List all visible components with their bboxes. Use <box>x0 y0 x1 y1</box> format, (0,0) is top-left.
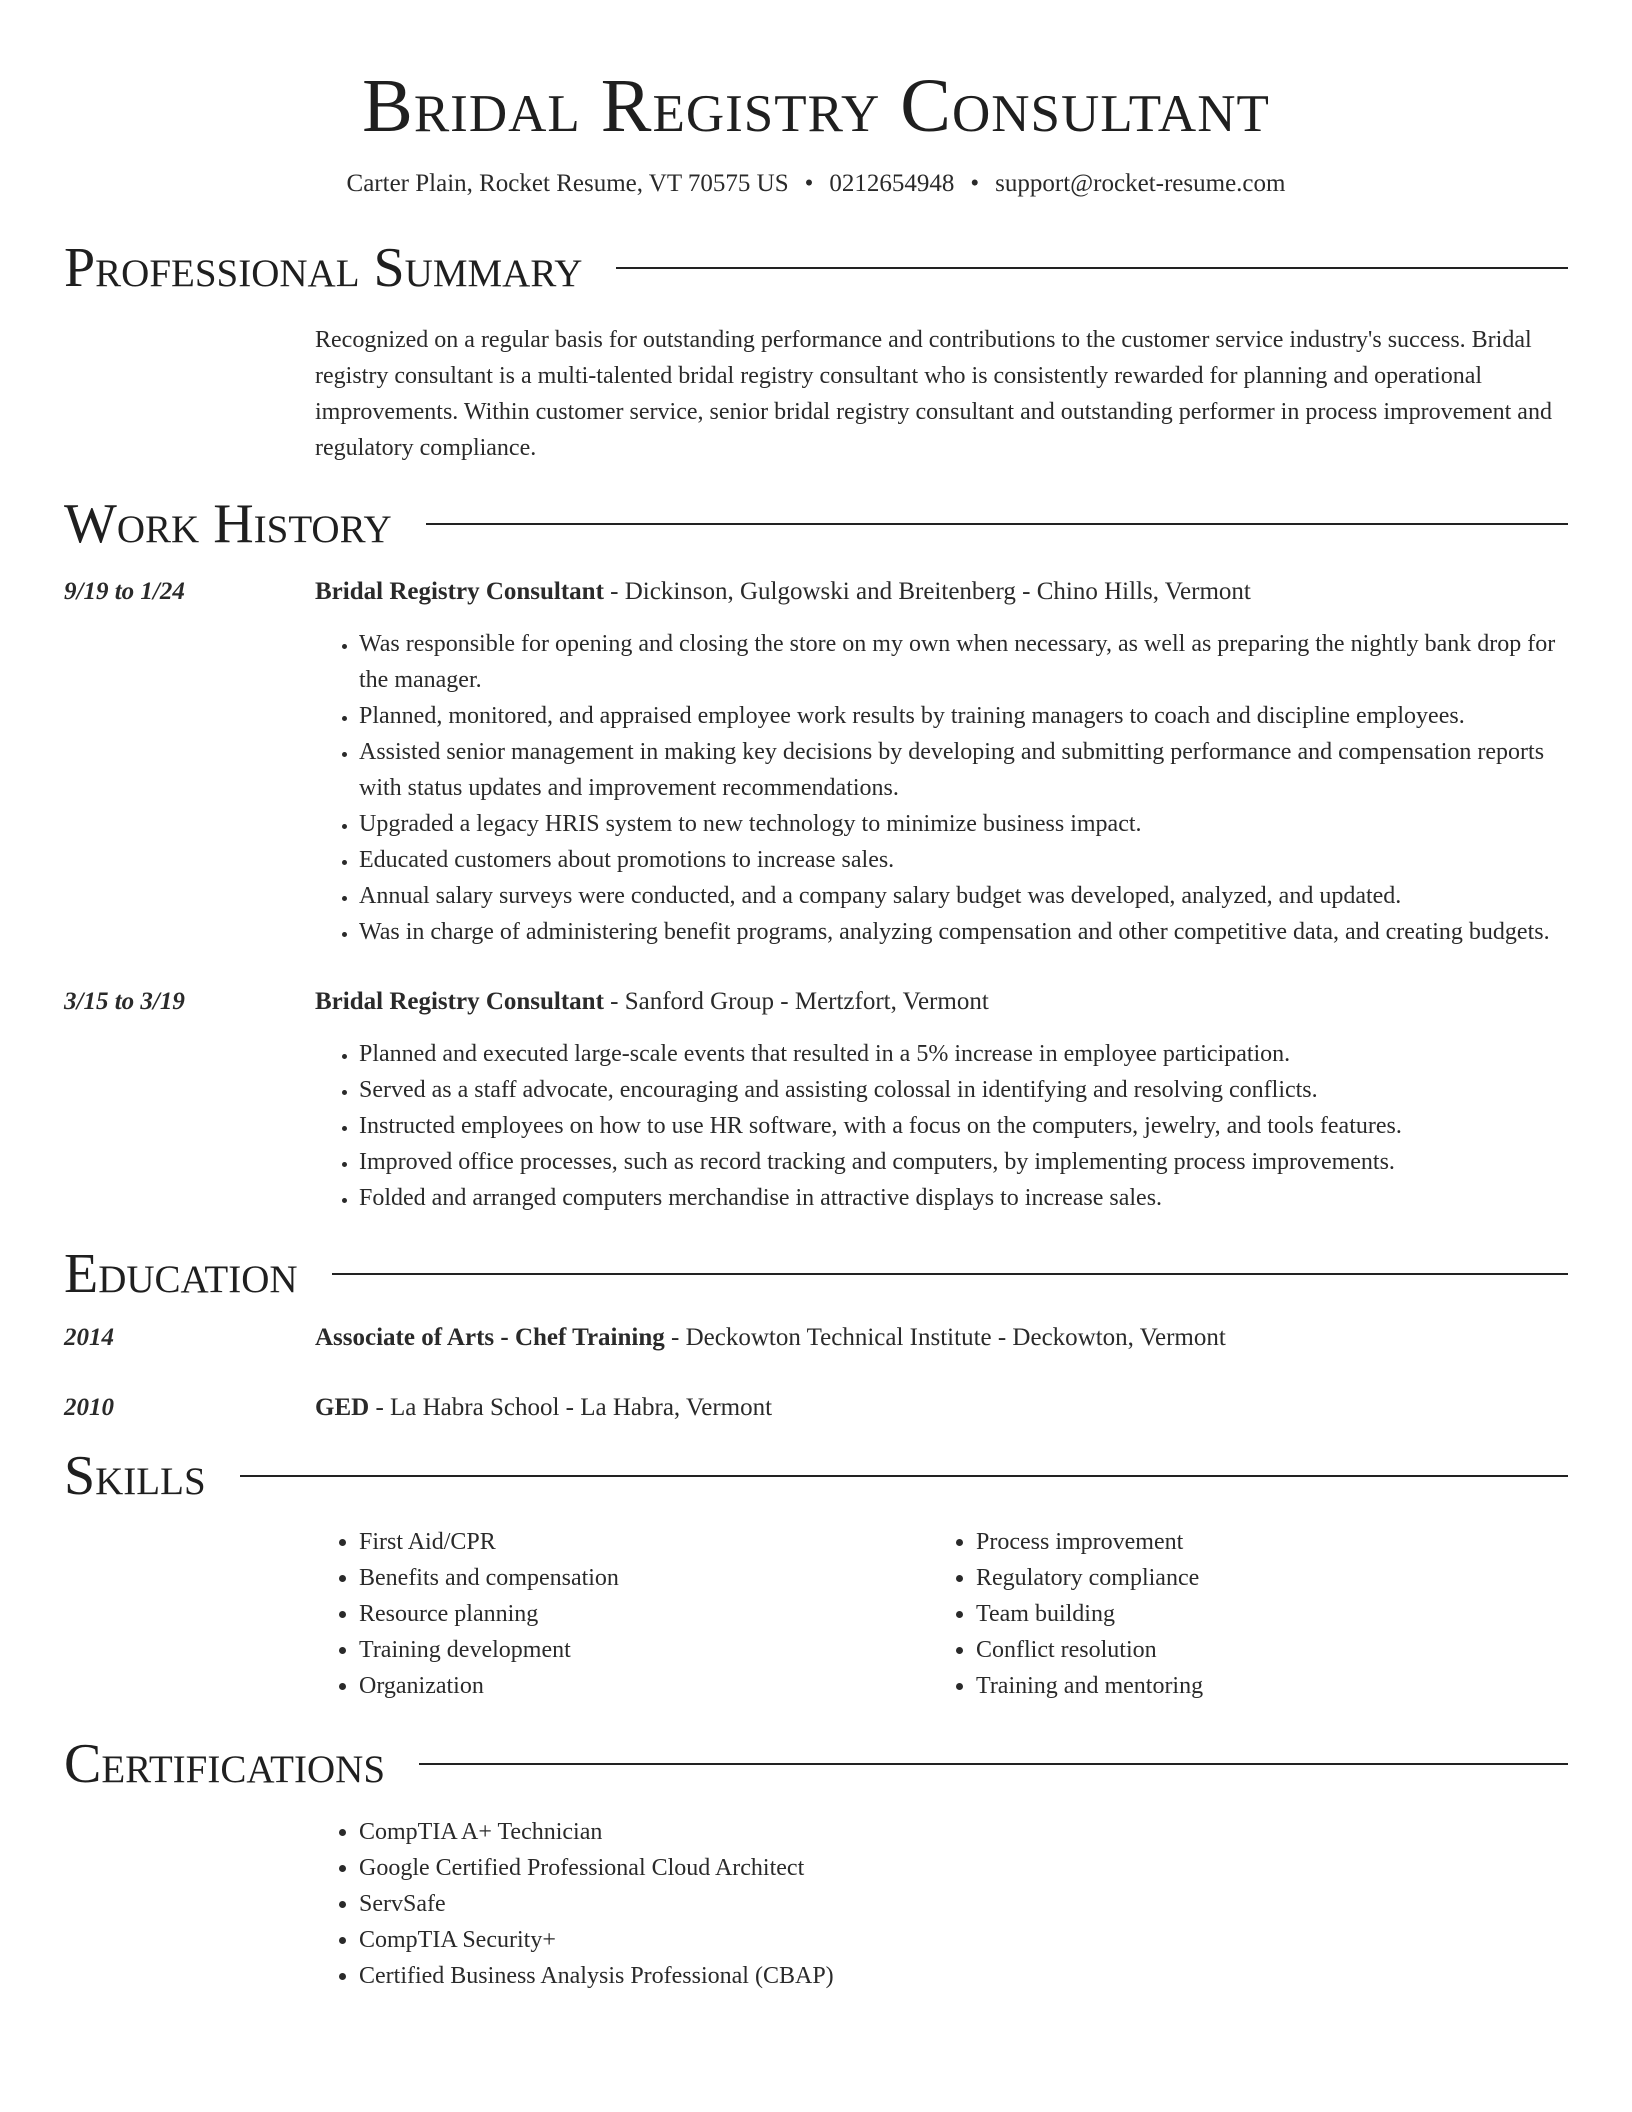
skills-list-left <box>315 1524 932 1704</box>
skill-item: • Training development <box>359 1632 932 1668</box>
job-role: Bridal Registry Consultant <box>315 988 604 1015</box>
contact-address: Carter Plain, Rocket Resume, VT 70575 US <box>346 170 789 197</box>
skills-section <box>64 1444 1568 1704</box>
date-column-spacer <box>64 1524 315 1704</box>
section-divider <box>419 1763 1568 1765</box>
certification-item: • CompTIA A+ Technician <box>359 1814 1568 1850</box>
job-bullets <box>315 1036 1568 1216</box>
section-divider <box>240 1475 1568 1477</box>
summary-section <box>64 236 1568 466</box>
skill-item: • Training and mentoring <box>976 1668 1549 1704</box>
work-history-section <box>64 492 1568 1216</box>
list-item: • Served as a staff advocate, encouraging and assisting colossal in identifying and resolving conflicts. <box>359 1072 1568 1108</box>
education-entry <box>64 1390 1568 1426</box>
skill-item: • Process improvement <box>976 1524 1549 1560</box>
job-details: - Dickinson, Gulgowski and Breitenberg - Chino Hills, Vermont <box>603 578 1251 605</box>
skill-item: • First Aid/CPR <box>359 1524 932 1560</box>
resume-page <box>64 0 1568 1994</box>
certifications-section <box>64 1732 1568 1994</box>
section-title: Education <box>64 1243 298 1305</box>
education-year: 2010 <box>64 1394 114 1421</box>
section-title: Certifications <box>64 1733 386 1795</box>
contact-phone[interactable]: 0212654948 <box>829 170 955 197</box>
education-header <box>64 1242 1568 1306</box>
certifications-list <box>315 1814 1568 1994</box>
job-entry <box>64 984 1568 1216</box>
skills-header <box>64 1444 1568 1508</box>
list-item: • Upgraded a legacy HRIS system to new technology to minimize business impact. <box>359 806 1568 842</box>
skill-item: • Organization <box>359 1668 932 1704</box>
section-title: Work History <box>64 493 392 555</box>
list-item: • Planned, monitored, and appraised employee work results by training managers to coach and discipline employees. <box>359 698 1568 734</box>
section-divider <box>426 523 1568 525</box>
job-bullets <box>315 626 1568 950</box>
list-item: • Folded and arranged computers merchandise in attractive displays to increase sales. <box>359 1180 1568 1216</box>
section-divider <box>616 267 1568 269</box>
job-heading <box>315 984 1568 1020</box>
job-role: Bridal Registry Consultant <box>315 578 604 605</box>
education-degree: Associate of Arts - Chef Training <box>315 1324 665 1351</box>
list-item: • Was responsible for opening and closing the store on my own when necessary, as well as preparing the nightly bank drop for the manager. <box>359 626 1568 698</box>
job-entry <box>64 574 1568 950</box>
certification-item: • Google Certified Professional Cloud Architect <box>359 1850 1568 1886</box>
list-item: • Improved office processes, such as record tracking and computers, by implementing process improvements. <box>359 1144 1568 1180</box>
separator-dot: • <box>804 170 814 197</box>
separator-dot: • <box>970 170 980 197</box>
education-year: 2014 <box>64 1324 114 1351</box>
date-column-spacer <box>64 322 315 466</box>
skill-item: • Team building <box>976 1596 1549 1632</box>
skill-item: • Benefits and compensation <box>359 1560 932 1596</box>
skills-columns <box>315 1524 1568 1704</box>
job-dates: 3/15 to 3/19 <box>64 988 185 1015</box>
skill-item: • Resource planning <box>359 1596 932 1632</box>
section-title: Professional Summary <box>64 237 583 299</box>
certification-item: • ServSafe <box>359 1886 1568 1922</box>
skill-item: • Regulatory compliance <box>976 1560 1549 1596</box>
job-details: - Sanford Group - Mertzfort, Vermont <box>603 988 989 1015</box>
certification-item: • CompTIA Security+ <box>359 1922 1568 1958</box>
education-details: - Deckowton Technical Institute - Deckowton, Vermont <box>664 1324 1226 1351</box>
date-column-spacer <box>64 1814 315 1994</box>
list-item: • Instructed employees on how to use HR software, with a focus on the computers, jewelry, and tools features. <box>359 1108 1568 1144</box>
section-divider <box>332 1273 1568 1275</box>
contact-email[interactable]: support@rocket-resume.com <box>995 170 1286 197</box>
section-title: Skills <box>64 1445 206 1507</box>
list-item: • Planned and executed large-scale events that resulted in a 5% increase in employee participation. <box>359 1036 1568 1072</box>
list-item: • Educated customers about promotions to increase sales. <box>359 842 1568 878</box>
list-item: • Was in charge of administering benefit programs, analyzing compensation and other competitive data, and creating budgets. <box>359 914 1568 950</box>
summary-header <box>64 236 1568 300</box>
job-heading <box>315 574 1568 610</box>
education-degree: GED <box>315 1394 370 1421</box>
certification-item: • Certified Business Analysis Professional (CBAP) <box>359 1958 1568 1994</box>
contact-line <box>64 168 1568 200</box>
list-item: • Annual salary surveys were conducted, and a company salary budget was developed, analyzed, and updated. <box>359 878 1568 914</box>
education-entry <box>64 1320 1568 1356</box>
list-item: • Assisted senior management in making key decisions by developing and submitting performance and compensation reports with status updates and improvement recommendations. <box>359 734 1568 806</box>
certifications-header <box>64 1732 1568 1796</box>
skills-list-right <box>932 1524 1549 1704</box>
skill-item: • Conflict resolution <box>976 1632 1549 1668</box>
job-dates: 9/19 to 1/24 <box>64 578 185 605</box>
candidate-name: Bridal Registry Consultant <box>362 64 1270 148</box>
education-details: - La Habra School - La Habra, Vermont <box>369 1394 773 1421</box>
summary-text: Recognized on a regular basis for outstanding performance and contributions to the customer service industry's success. Bridal registry consultant is a multi-talented bridal registry consultant who is consistently rewarded for planning and operational improvements. Within customer service, senior bridal registry consultant and outstanding performer in process improvement and regulatory compliance. <box>315 327 1552 461</box>
education-section <box>64 1242 1568 1426</box>
work-history-header <box>64 492 1568 556</box>
